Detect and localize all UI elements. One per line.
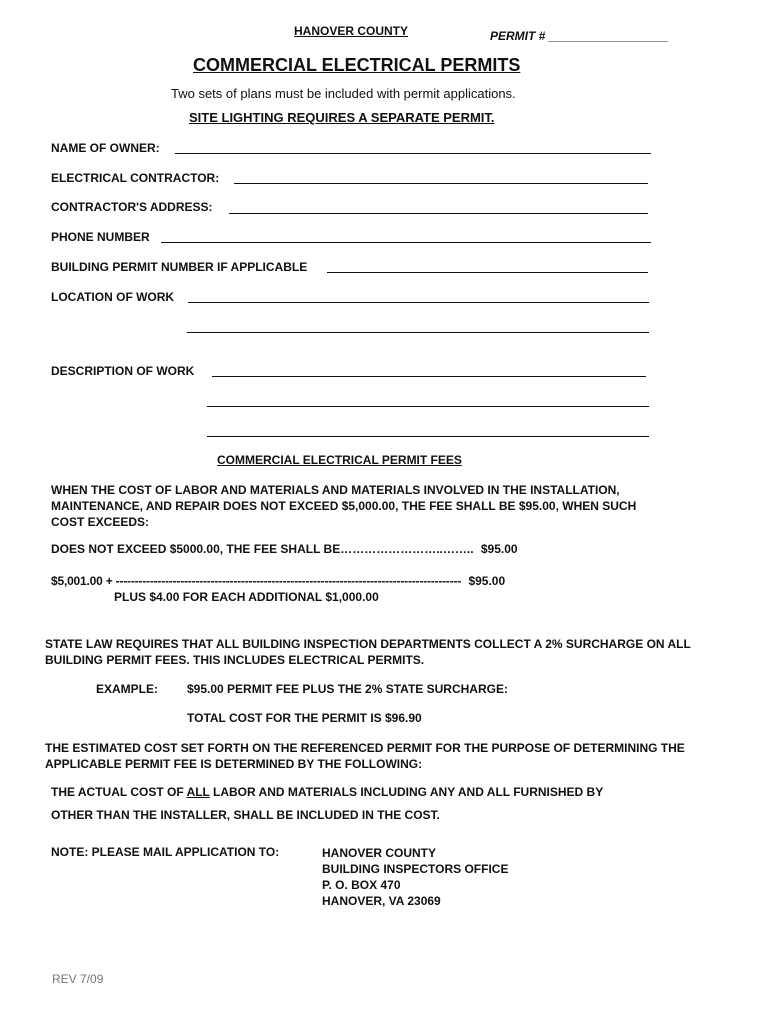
permit-number-field[interactable] — [490, 29, 669, 43]
fee-row-2-label: $5,001.00 + ------------------------------------------------------------------------------------------- — [51, 574, 462, 588]
building-permit-label: BUILDING PERMIT NUMBER IF APPLICABLE — [51, 260, 308, 274]
permit-number-blank: __________________ — [548, 29, 669, 43]
estimated-text: THE ESTIMATED COST SET FORTH ON THE REFERENCED PERMIT FOR THE PURPOSE OF DETERMINING THE APPLICABLE PERMIT FEE IS DETERMINED BY THE FOLLOWING: — [45, 741, 685, 771]
actual-cost-before: THE ACTUAL COST OF — [51, 785, 187, 799]
mail-note: NOTE: PLEASE MAIL APPLICATION TO: — [51, 845, 280, 859]
description-field-line2[interactable] — [207, 406, 649, 407]
surcharge-text: STATE LAW REQUIRES THAT ALL BUILDING INSPECTION DEPARTMENTS COLLECT A 2% SURCHARGE ON ALL BUILDING PERMIT FEES. THIS INCLUDES ELECTRICAL PERMITS. — [45, 637, 691, 667]
owner-field[interactable] — [175, 153, 651, 154]
phone-label: PHONE NUMBER — [51, 230, 150, 244]
contractor-address-label: CONTRACTOR'S ADDRESS: — [51, 200, 213, 214]
county-header: HANOVER COUNTY — [294, 24, 409, 38]
fees-heading: COMMERCIAL ELECTRICAL PERMIT FEES — [217, 453, 462, 467]
fee-row-1-label: DOES NOT EXCEED $5000.00, THE FEE SHALL BE……………………..…….. — [51, 542, 474, 556]
location-label: LOCATION OF WORK — [51, 290, 175, 304]
actual-cost-line2: OTHER THAN THE INSTALLER, SHALL BE INCLUDED IN THE COST. — [51, 808, 440, 822]
phone-field[interactable] — [161, 242, 651, 243]
building-permit-field[interactable] — [327, 272, 648, 273]
description-field[interactable] — [212, 376, 646, 377]
example-label: EXAMPLE: — [96, 682, 159, 696]
plans-note: Two sets of plans must be included with permit applications. — [171, 86, 516, 101]
fee-row-2 — [51, 574, 505, 588]
mail-address-line: BUILDING INSPECTORS OFFICE — [322, 862, 509, 876]
description-label: DESCRIPTION OF WORK — [51, 364, 195, 378]
fee-row-1-amount: $95.00 — [480, 542, 518, 556]
contractor-address-field[interactable] — [229, 213, 648, 214]
total-text: TOTAL COST FOR THE PERMIT IS $96.90 — [187, 711, 422, 725]
mail-address-line: HANOVER, VA 23069 — [322, 894, 441, 908]
example-text: $95.00 PERMIT FEE PLUS THE 2% STATE SURCHARGE: — [187, 682, 508, 696]
owner-label: NAME OF OWNER: — [51, 141, 160, 155]
page-title: COMMERCIAL ELECTRICAL PERMITS — [193, 55, 521, 75]
mail-address-line: HANOVER COUNTY — [322, 846, 437, 860]
contractor-field[interactable] — [234, 183, 648, 184]
contractor-label: ELECTRICAL CONTRACTOR: — [51, 171, 220, 185]
actual-cost-after: LABOR AND MATERIALS INCLUDING ANY AND ALL FURNISHED BY — [209, 785, 604, 799]
permit-number-label: PERMIT # — [490, 29, 546, 43]
actual-cost-line1 — [51, 785, 603, 799]
fees-intro: WHEN THE COST OF LABOR AND MATERIALS AND MATERIALS INVOLVED IN THE INSTALLATION, MAINTENANCE, AND REPAIR DOES NOT EXCEED $5,000.00, THE FEE SHALL BE $95.00, WHEN SUCH COST EXCEEDS: — [51, 483, 637, 529]
description-field-line3[interactable] — [207, 436, 649, 437]
fee-row-1 — [51, 542, 518, 556]
fee-row-2-amount: $95.00 — [468, 574, 506, 588]
actual-cost-all: ALL — [186, 785, 210, 799]
revision-footer: REV 7/09 — [52, 972, 104, 986]
location-field-line2[interactable] — [187, 332, 649, 333]
location-field[interactable] — [188, 302, 649, 303]
mail-address-line: P. O. BOX 470 — [322, 878, 401, 892]
site-lighting-note: SITE LIGHTING REQUIRES A SEPARATE PERMIT. — [189, 110, 495, 125]
mail-address — [322, 845, 508, 909]
fee-row-2-extra: PLUS $4.00 FOR EACH ADDITIONAL $1,000.00 — [114, 590, 379, 604]
